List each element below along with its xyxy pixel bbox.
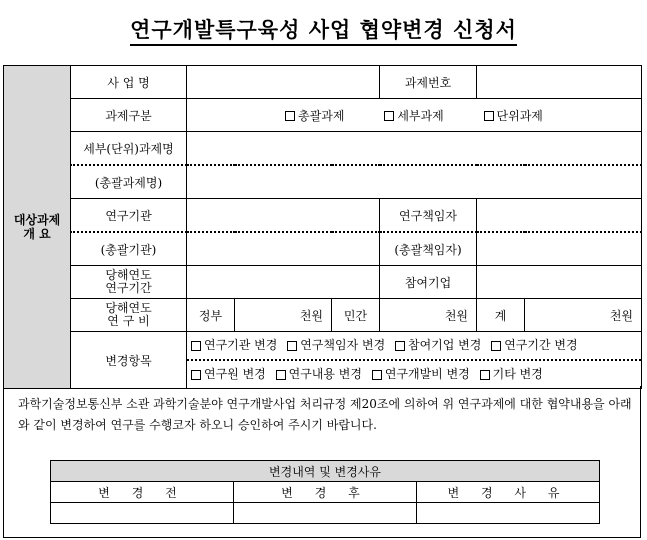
checkbox-icon	[191, 341, 201, 351]
change-reason-field[interactable]	[417, 503, 600, 524]
change-items-label: 변경항목	[71, 332, 187, 389]
request-paragraph: 과학기술정보통신부 소관 과학기술분야 연구개발사업 처리규정 제20조에 의하여 위 연구과제에 대한 협약내용을 아래와 같이 변경하여 연구를 수행코자 하오니 승인하여 주시기 바랍니다.	[18, 397, 632, 432]
private-amount-field[interactable]: 천원	[380, 299, 477, 332]
overall-institution-field[interactable]	[187, 232, 380, 266]
checkbox-icon	[287, 341, 297, 351]
type-option[interactable]: 총괄과제	[285, 109, 344, 123]
project-number-label: 과제번호	[380, 66, 477, 99]
request-section	[3, 386, 641, 538]
private-label: 민간	[332, 299, 380, 332]
change-option[interactable]: 연구책임자 변경	[287, 338, 385, 352]
change-items-options	[187, 332, 642, 389]
after-change-field[interactable]	[234, 503, 417, 524]
change-option[interactable]: 연구기관 변경	[191, 338, 277, 352]
overall-institution-label: (총괄기관)	[71, 232, 187, 266]
project-name-field[interactable]	[187, 66, 380, 99]
total-amount-field[interactable]: 천원	[525, 299, 642, 332]
pi-label: 연구책임자	[380, 199, 477, 233]
checkbox-icon	[191, 370, 201, 380]
checkbox-icon	[484, 111, 494, 121]
overall-title-label: (총괄과제명)	[71, 165, 187, 199]
detail-title-label: 세부(단위)과제명	[71, 132, 187, 166]
page-title: 연구개발특구육성 사업 협약변경 신청서	[0, 14, 647, 44]
detail-title-field[interactable]	[187, 132, 642, 166]
change-option[interactable]: 연구개발비 변경	[372, 367, 470, 381]
project-number-field[interactable]	[477, 66, 642, 99]
checkbox-icon	[491, 341, 501, 351]
before-change-header: 변 경 전	[51, 482, 234, 503]
change-option[interactable]: 기타 변경	[480, 367, 543, 381]
total-label: 계	[477, 299, 525, 332]
checkbox-icon	[395, 341, 405, 351]
change-detail-header: 변경내역 및 변경사유	[51, 461, 600, 482]
overall-pi-field[interactable]	[477, 232, 642, 266]
checkbox-icon	[384, 111, 394, 121]
period-label: 당해연도 연구기간	[71, 266, 187, 299]
section-label: 대상과제 개 요	[4, 66, 71, 389]
checkbox-icon	[480, 370, 490, 380]
overall-pi-label: (총괄책임자)	[380, 232, 477, 266]
change-detail-table	[50, 460, 600, 524]
checkbox-icon	[276, 370, 286, 380]
overall-title-field[interactable]	[187, 165, 642, 199]
project-name-label: 사 업 명	[71, 66, 187, 99]
change-reason-header: 변 경 사 유	[417, 482, 600, 503]
type-option[interactable]: 세부과제	[384, 109, 443, 123]
change-option[interactable]: 참여기업 변경	[395, 338, 481, 352]
participating-field[interactable]	[477, 266, 642, 299]
project-type-options	[187, 99, 642, 132]
checkbox-icon	[372, 370, 382, 380]
form-table	[3, 65, 642, 389]
project-type-label: 과제구분	[71, 99, 187, 132]
period-field[interactable]	[187, 266, 380, 299]
institution-field[interactable]	[187, 199, 380, 233]
institution-label: 연구기관	[71, 199, 187, 233]
before-change-field[interactable]	[51, 503, 234, 524]
change-option[interactable]: 연구기간 변경	[491, 338, 577, 352]
checkbox-icon	[285, 111, 295, 121]
pi-field[interactable]	[477, 199, 642, 233]
gov-label: 정부	[187, 299, 235, 332]
cost-label: 당해연도 연 구 비	[71, 299, 187, 332]
after-change-header: 변 경 후	[234, 482, 417, 503]
type-option[interactable]: 단위과제	[484, 109, 543, 123]
change-option[interactable]: 연구내용 변경	[276, 367, 362, 381]
participating-label: 참여기업	[380, 266, 477, 299]
gov-amount-field[interactable]: 천원	[235, 299, 332, 332]
change-option[interactable]: 연구원 변경	[191, 367, 266, 381]
